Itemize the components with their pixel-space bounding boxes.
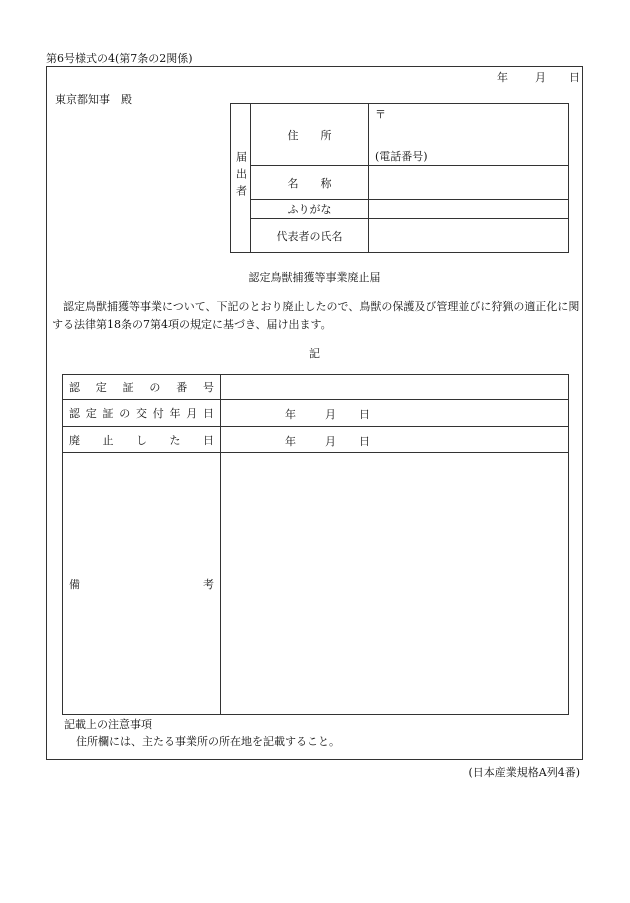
- issue-day: 日: [359, 408, 370, 421]
- issue-month: 月: [325, 408, 336, 421]
- remarks-field[interactable]: [221, 453, 569, 715]
- abolish-date-label: 廃 止 し た 日: [69, 433, 214, 447]
- postal-mark: 〒: [375, 108, 386, 121]
- furigana-field[interactable]: [369, 200, 569, 219]
- cert-number-field[interactable]: [221, 375, 569, 400]
- applicant-side-label: 届出者: [234, 151, 248, 202]
- cert-number-label-cell: [63, 375, 221, 400]
- issue-date-field[interactable]: [221, 400, 569, 427]
- remarks-label-cell: [63, 453, 221, 715]
- abolish-date-label-cell: [63, 427, 221, 453]
- details-table: [62, 374, 569, 715]
- abolish-year: 年: [285, 435, 296, 448]
- issue-date-label: 認 定 証 の 交 付 年 月 日: [69, 407, 214, 420]
- name-field[interactable]: [369, 166, 569, 200]
- abolish-month: 月: [325, 435, 336, 448]
- body-text: 認定鳥獣捕獲等事業について、下記のとおり廃止したので、鳥獣の保護及び管理並びに狩猟の適正化に関する法律第18条の7第4項の規定に基づき、届け出ます。: [52, 300, 580, 331]
- paper-size-note: (日本産業規格A列4番): [468, 766, 580, 779]
- date-month: 月: [535, 71, 546, 84]
- ki-label: 記: [309, 347, 320, 360]
- address-label: 住 所: [251, 104, 369, 166]
- notes-item: 住所欄には、主たる事業所の所在地を記載すること。: [76, 735, 340, 748]
- addressee: 東京都知事 殿: [55, 93, 132, 106]
- abolish-date-field[interactable]: [221, 427, 569, 453]
- representative-label: 代表者の氏名: [251, 219, 369, 253]
- date-year: 年: [497, 71, 508, 84]
- remarks-label: 備 考: [69, 577, 214, 591]
- date-day: 日: [569, 71, 580, 84]
- form-number: 第6号様式の4(第7条の2関係): [46, 52, 193, 65]
- notes-heading: 記載上の注意事項: [64, 718, 152, 731]
- phone-label: (電話番号): [375, 150, 428, 163]
- applicant-side-cell: [231, 104, 251, 253]
- abolish-day: 日: [359, 435, 370, 448]
- representative-field[interactable]: [369, 219, 569, 253]
- furigana-label: ふりがな: [251, 200, 369, 219]
- form-title: 認定鳥獣捕獲等事業廃止届: [248, 271, 381, 284]
- cert-number-label: 認 定 証 の 番 号: [69, 381, 214, 394]
- name-label: 名 称: [251, 166, 369, 200]
- applicant-table: [230, 103, 569, 253]
- address-field[interactable]: [369, 104, 569, 166]
- issue-year: 年: [285, 408, 296, 421]
- issue-date-label-cell: [63, 400, 221, 427]
